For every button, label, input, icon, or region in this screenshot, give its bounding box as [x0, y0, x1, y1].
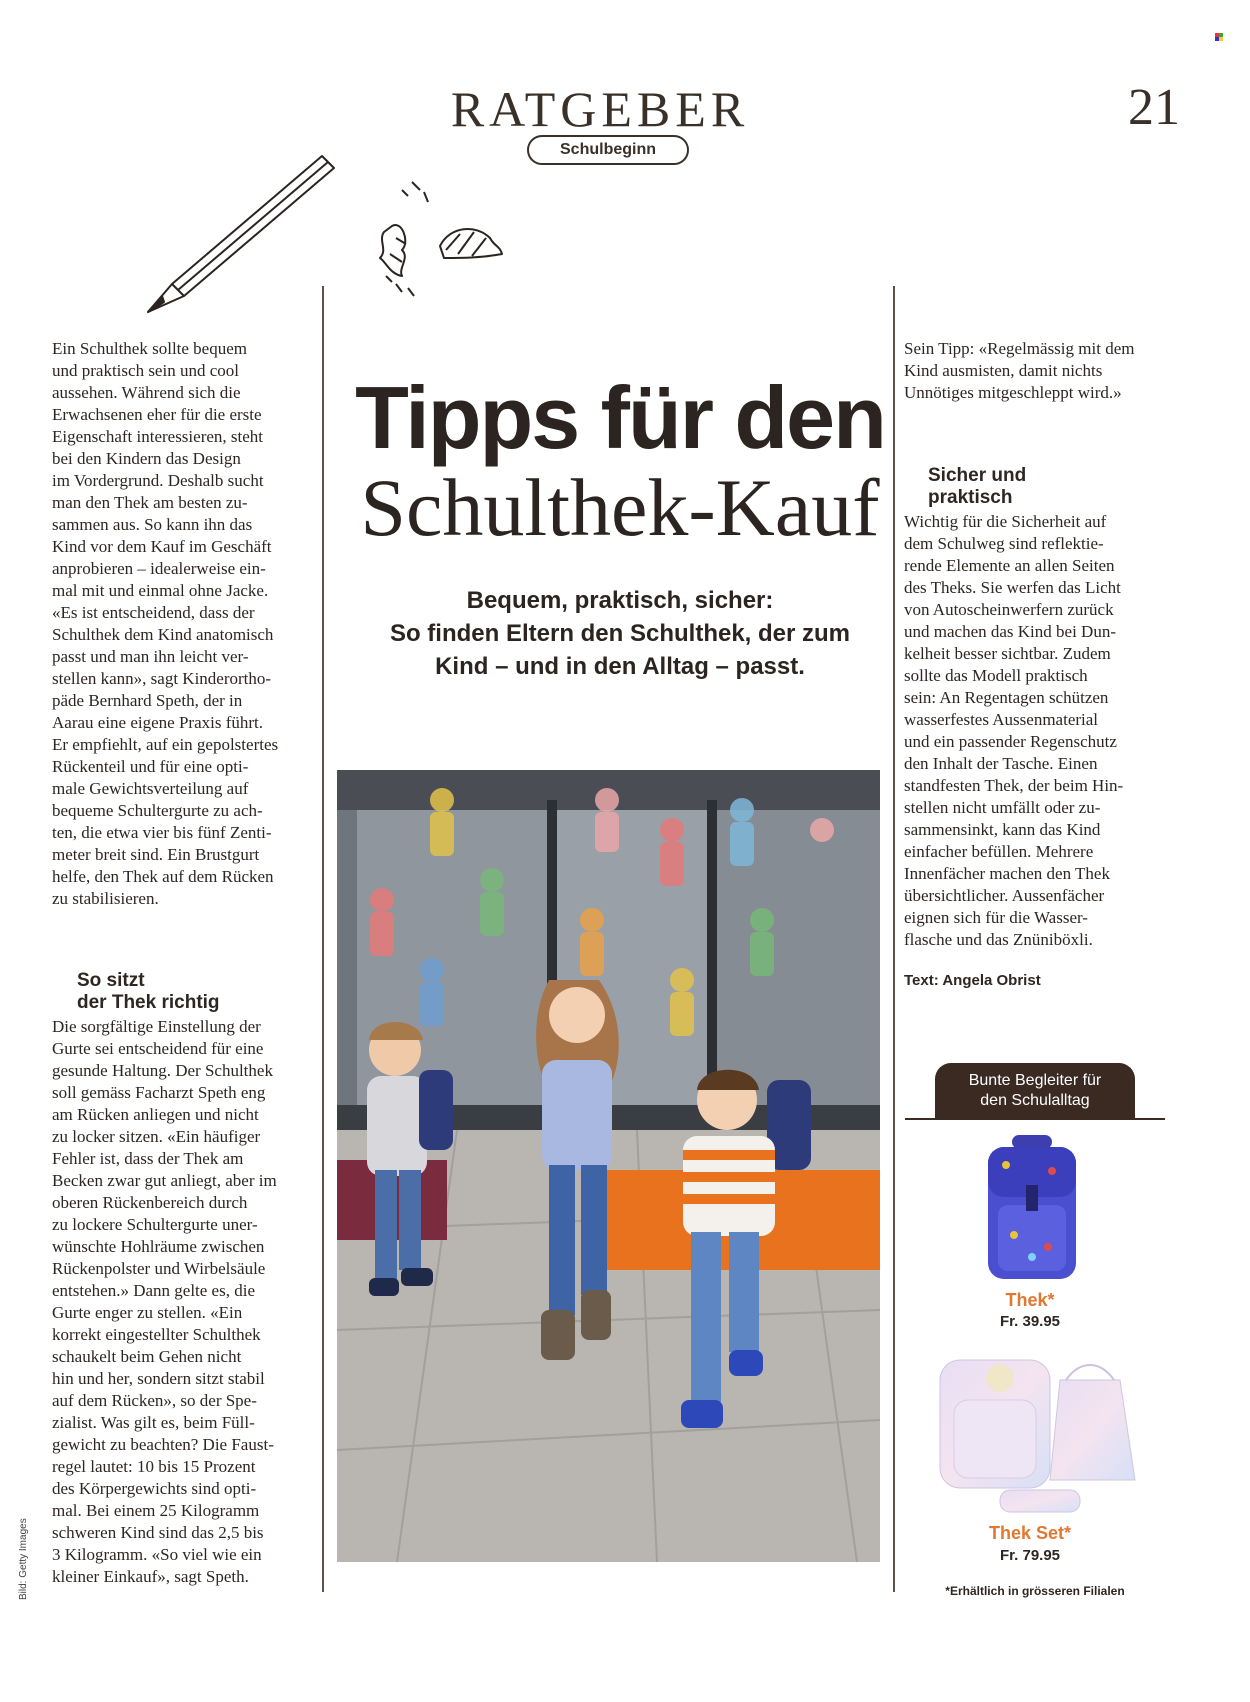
page-number: 21	[1128, 79, 1180, 136]
right-line: kelheit besser sichtbar. Zudem	[904, 644, 1111, 663]
left-line: soll gemäss Facharzt Speth eng	[52, 1083, 266, 1102]
left-line: schweren Kind sind das 2,5 bis	[52, 1523, 264, 1542]
right-line: Kind ausmisten, damit nichts	[904, 361, 1103, 380]
subhead-safety	[928, 465, 1158, 509]
left-line: bequeme Schultergurte zu ach-	[52, 801, 263, 820]
right-line: Sein Tipp: «Regelmässig mit dem	[904, 339, 1135, 358]
backpack-image	[982, 1135, 1082, 1285]
product-box-title	[935, 1063, 1135, 1119]
right-line: sammensinkt, kann das Kind	[904, 820, 1101, 839]
headline-line-1: Tipps für den	[355, 368, 885, 467]
right-line: sein: An Regentagen schützen	[904, 688, 1109, 707]
right-line: übersichtlicher. Aussenfächer	[904, 886, 1105, 905]
left-line: zu locker sitzen. «Ein häufiger	[52, 1127, 261, 1146]
left-line: anprobieren – idealerweise ein-	[52, 559, 266, 578]
left-line: stellen kann», sagt Kinderortho-	[52, 669, 272, 688]
right-line: flasche und das Znüniböxli.	[904, 930, 1093, 949]
product-box-title-line: den Schulalltag	[980, 1092, 1090, 1109]
right-line: rende Elemente an allen Seiten	[904, 556, 1115, 575]
left-line: Fehler ist, dass der Thek am	[52, 1149, 244, 1168]
subhead-line: praktisch	[928, 487, 1013, 508]
left-line: gewicht zu beachten? Die Faust-	[52, 1435, 274, 1454]
right-column-text	[904, 511, 1166, 951]
left-line: Er empfiehlt, auf ein gepolstertes	[52, 735, 279, 754]
left-line: ten, die etwa vier bis fünf Zenti-	[52, 823, 272, 842]
product-name: Thek*	[1005, 1290, 1055, 1310]
right-line: Innenfächer machen den Thek	[904, 864, 1110, 883]
left-line: regel lautet: 10 bis 15 Prozent	[52, 1457, 256, 1476]
lead-text	[350, 584, 890, 683]
product-name: Thek Set*	[988, 1523, 1072, 1543]
right-line: des Theks. Sie werfen das Licht	[904, 578, 1121, 597]
photo-credit: Bild: Getty Images	[18, 1518, 29, 1600]
left-column-text	[52, 338, 316, 910]
left-line: Rückenteil und für eine opti-	[52, 757, 249, 776]
right-line: den Inhalt der Tasche. Einen	[904, 754, 1098, 773]
right-line: und machen das Kind bei Dun-	[904, 622, 1116, 641]
right-line: und ein passender Regenschutz	[904, 732, 1117, 751]
subsection-badge: Schulbeginn	[527, 135, 689, 165]
left-column-text-2	[52, 1016, 316, 1588]
right-line: wasserfestes Aussenmaterial	[904, 710, 1099, 729]
left-line: auf dem Rücken», so der Spe-	[52, 1391, 257, 1410]
left-line: aussehen. Während sich die	[52, 383, 241, 402]
left-line: Schulthek dem Kind anatomisch	[52, 625, 274, 644]
right-line: Unnötiges mitgeschleppt wird.»	[904, 383, 1122, 402]
lead-line: So finden Eltern den Schulthek, der zum	[389, 620, 851, 647]
children-photo-illustration	[337, 770, 880, 1562]
availability-footnote: *Erhältlich in grösseren Filialen	[945, 1584, 1125, 1598]
product-price: Fr. 39.95	[999, 1313, 1061, 1330]
section-title: RATGEBER	[450, 81, 750, 137]
backpack-set-image	[930, 1350, 1150, 1520]
subhead-line: der Thek richtig	[77, 992, 220, 1013]
left-line: päde Bernhard Speth, der in	[52, 691, 243, 710]
left-line: zu lockere Schultergurte uner-	[52, 1215, 258, 1234]
left-line: helfe, den Thek auf dem Rücken	[52, 867, 274, 886]
left-line: mal. Bei einem 25 Kilogramm	[52, 1501, 260, 1520]
left-line: kleiner Einkauf», sagt Speth.	[52, 1567, 249, 1586]
subhead-line: So sitzt	[77, 970, 145, 991]
left-line: meter breit sind. Ein Brustgurt	[52, 845, 260, 864]
left-line: man den Thek am besten zu-	[52, 493, 248, 512]
right-line: dem Schulweg sind reflektie-	[904, 534, 1104, 553]
right-line: stellen nicht umfällt oder zu-	[904, 798, 1101, 817]
left-line: Gurte sei entscheidend für eine	[52, 1039, 264, 1058]
right-line: standfesten Thek, der beim Hin-	[904, 776, 1124, 795]
subhead-fit	[77, 970, 307, 1014]
left-line: Eigenschaft interessieren, steht	[52, 427, 264, 446]
left-line: passt und man ihn leicht ver-	[52, 647, 249, 666]
left-line: Aarau eine eigene Praxis führt.	[52, 713, 263, 732]
pencil-illustration	[140, 150, 540, 320]
left-line: bei den Kindern das Design	[52, 449, 241, 468]
right-line: Wichtig für die Sicherheit auf	[904, 512, 1107, 531]
left-line: Becken zwar gut anliegt, aber im	[52, 1171, 277, 1190]
subhead-line: Sicher und	[928, 465, 1027, 486]
right-line: einfacher befüllen. Mehrere	[904, 842, 1094, 861]
lead-line: Kind – und in den Alltag – passt.	[435, 653, 805, 680]
left-line: und praktisch sein und cool	[52, 361, 239, 380]
left-line: male Gewichtsverteilung auf	[52, 779, 249, 798]
left-line: im Vordergrund. Deshalb sucht	[52, 471, 264, 490]
left-line: zu stabilisieren.	[52, 889, 159, 908]
left-line: 3 Kilogramm. «So viel wie ein	[52, 1545, 262, 1564]
left-line: Kind vor dem Kauf im Geschäft	[52, 537, 272, 556]
right-line: sollte das Modell praktisch	[904, 666, 1088, 685]
left-line: Ein Schulthek sollte bequem	[52, 339, 247, 358]
right-line: von Autoscheinwerfern zurück	[904, 600, 1114, 619]
left-line: mal mit und einmal ohne Jacke.	[52, 581, 269, 600]
left-line: Erwachsenen eher für die erste	[52, 405, 262, 424]
left-line: oberen Rückenbereich durch	[52, 1193, 248, 1212]
left-line: Gurte enger zu stellen. «Ein	[52, 1303, 243, 1322]
lead-line: Bequem, praktisch, sicher:	[466, 587, 774, 614]
left-line: hin und her, sondern sitzt stabil	[52, 1369, 265, 1388]
right-line: eignen sich für die Wasser-	[904, 908, 1088, 927]
product-price: Fr. 79.95	[999, 1547, 1061, 1564]
left-line: korrekt eingestellter Schulthek	[52, 1325, 261, 1344]
hero-photo	[337, 770, 880, 1562]
left-line: wünschte Hohlräume zwischen	[52, 1237, 265, 1256]
right-column-tip	[904, 338, 1166, 404]
left-line: des Körpergewichts sind opti-	[52, 1479, 257, 1498]
product-box-title-line: Bunte Begleiter für	[968, 1072, 1102, 1089]
left-line: gesunde Haltung. Der Schulthek	[52, 1061, 273, 1080]
headline-line-2: Schulthek-Kauf	[360, 462, 880, 553]
left-line: am Rücken anliegen und nicht	[52, 1105, 259, 1124]
author-byline: Text: Angela Obrist	[904, 972, 1041, 989]
color-mark	[1215, 33, 1223, 41]
left-line: Die sorgfältige Einstellung der	[52, 1017, 261, 1036]
left-line: sammen aus. So kann ihn das	[52, 515, 253, 534]
left-line: «Es ist entscheidend, dass der	[52, 603, 255, 622]
left-line: Rückenpolster und Wirbelsäule	[52, 1259, 266, 1278]
left-line: zialist. Was gilt es, beim Füll-	[52, 1413, 255, 1432]
left-line: schaukelt beim Gehen nicht	[52, 1347, 242, 1366]
product-box-rule	[905, 1118, 1165, 1120]
column-rule-left	[322, 286, 324, 1592]
left-line: entstehen.» Dann gelte es, die	[52, 1281, 255, 1300]
